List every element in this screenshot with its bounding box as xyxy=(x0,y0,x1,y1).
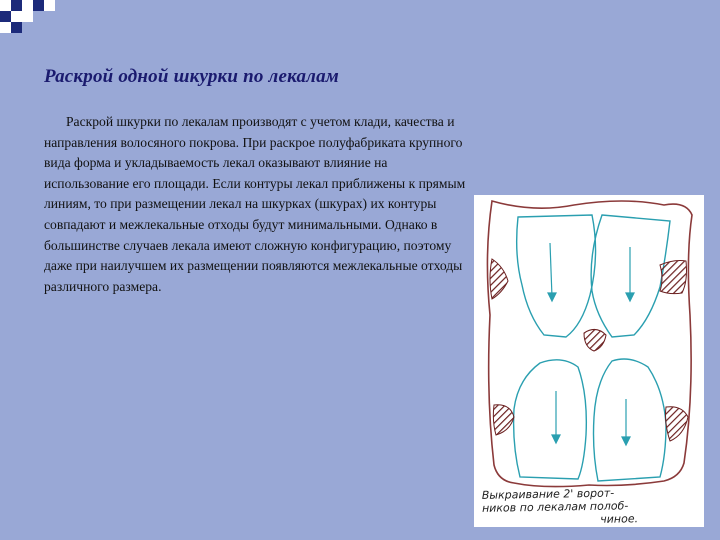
caption-line-3: чиное. xyxy=(600,512,639,526)
corner-decoration xyxy=(0,0,60,40)
pattern-piece-bottom-left xyxy=(514,360,587,479)
waste-areas xyxy=(490,259,688,441)
pattern-piece-top-left xyxy=(517,215,596,337)
slide-paragraph xyxy=(44,112,474,297)
caption-line-1: Выкраивание 2' ворот- xyxy=(481,486,615,502)
figure-caption xyxy=(482,485,697,528)
paragraph-text: Раскрой шкурки по лекалам производят с учетом клади, качества и направления волосяного покрова. При раскрое полуфабриката крупного вида форма и укладываемость лекал оказывают влияние на использование его площади. Если контуры лекал приближены к прямым линиям, то при размещении лекал на шкурках (шкурах) их контуры совпадают и межлекальные отходы будут минимальными. Однако в большинстве случаев лекала имеют сложную конфигурацию, поэтому даже при наилучшем их размещении появляются межлекальные отходы различного размера. xyxy=(44,114,466,294)
skin-diagram xyxy=(474,195,704,527)
pattern-layout-figure xyxy=(474,195,704,527)
caption-line-2: ников по лекалам полоб- xyxy=(481,499,629,515)
pattern-piece-bottom-right xyxy=(594,359,667,481)
slide-title: Раскрой одной шкурки по лекалам xyxy=(44,66,340,87)
